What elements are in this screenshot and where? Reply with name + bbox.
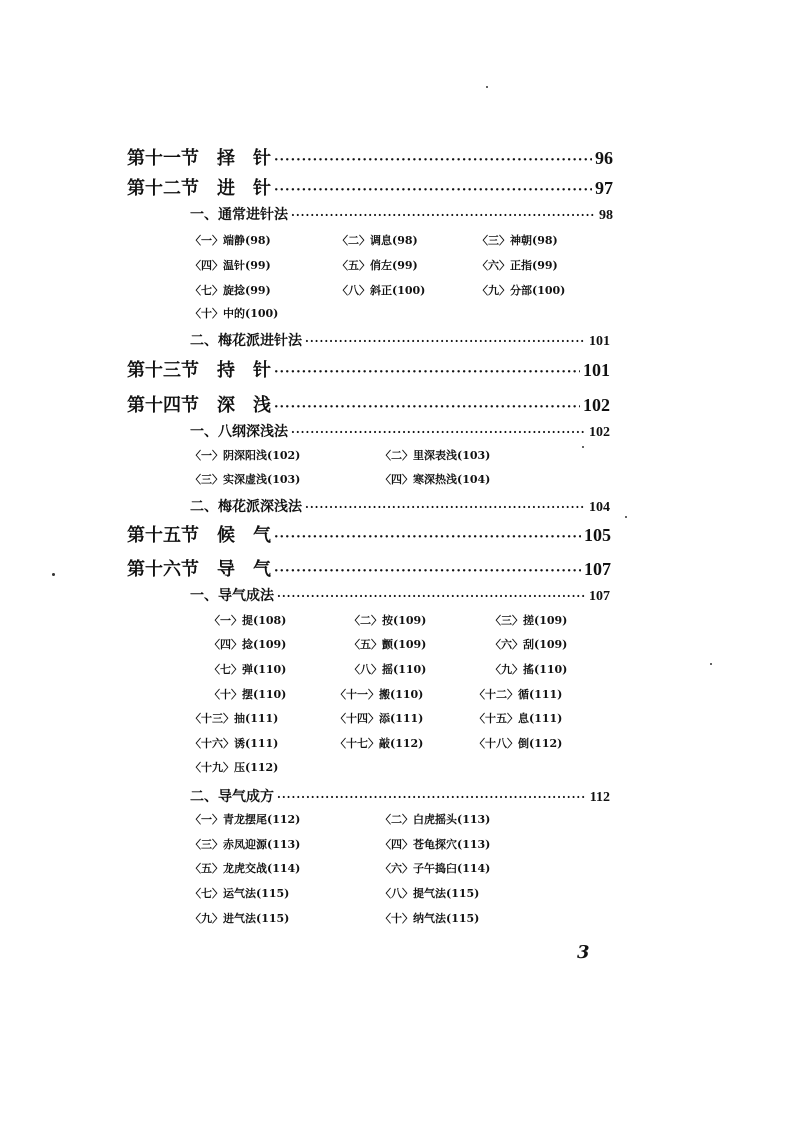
toc-item: 〈六〉正指(99) <box>477 259 558 272</box>
toc-section-13 <box>127 356 610 382</box>
section-title: 第十六节 导 气 <box>127 559 271 580</box>
toc-item: 〈五〉俏左(99) <box>337 259 418 272</box>
scan-speck <box>52 573 55 576</box>
toc-subsection-14-1 <box>190 421 610 441</box>
toc-subsection-16-2 <box>190 786 610 806</box>
toc-item: 〈一〉青龙摆尾(112) <box>190 813 301 826</box>
page-number: 102 <box>589 425 610 440</box>
subsection-title: 二、梅花派深浅法 <box>190 499 302 515</box>
toc-item: 〈五〉颤(109) <box>349 638 427 651</box>
page-number: 101 <box>589 334 610 349</box>
toc-item: 〈七〉运气法(115) <box>190 887 290 900</box>
toc-item: 〈六〉刮(109) <box>490 638 568 651</box>
section-title: 第十二节 进 针 <box>127 178 271 199</box>
subsection-title: 二、梅花派进针法 <box>190 333 302 349</box>
leader-dots <box>277 590 586 603</box>
page-number: 96 <box>595 148 613 168</box>
leader-dots <box>305 501 586 514</box>
toc-item: 〈十三〉抽(111) <box>190 712 279 725</box>
leader-dots <box>277 791 587 804</box>
page-number: 107 <box>584 559 611 579</box>
leader-dots <box>274 530 581 545</box>
toc-subsection-12-1 <box>190 204 613 224</box>
subsection-title: 一、八纲深浅法 <box>190 424 288 440</box>
page-number: 98 <box>599 208 613 223</box>
leader-dots <box>291 209 596 222</box>
section-title: 第十四节 深 浅 <box>127 395 271 416</box>
toc-item: 〈二〉按(109) <box>349 614 427 627</box>
subsection-title: 一、导气成法 <box>190 588 274 604</box>
leader-dots <box>274 564 581 579</box>
toc-item: 〈七〉弹(110) <box>209 663 287 676</box>
toc-item: 〈十八〉倒(112) <box>474 737 563 750</box>
scan-speck <box>582 446 584 448</box>
toc-item: 〈三〉实深虚浅(103) <box>190 473 301 486</box>
scan-speck <box>710 663 712 665</box>
leader-dots <box>274 153 592 168</box>
toc-item: 〈五〉龙虎交战(114) <box>190 862 301 875</box>
section-title: 第十三节 持 针 <box>127 360 271 381</box>
toc-item: 〈三〉搓(109) <box>490 614 568 627</box>
toc-item: 〈二〉调息(98) <box>337 234 418 247</box>
toc-item: 〈三〉赤凤迎源(113) <box>190 838 301 851</box>
toc-item: 〈一〉提(108) <box>209 614 287 627</box>
toc-item: 〈六〉子午捣臼(114) <box>380 862 491 875</box>
toc-item: 〈四〉寒深热浅(104) <box>380 473 491 486</box>
toc-item: 〈三〉神朝(98) <box>477 234 558 247</box>
toc-section-11 <box>127 144 613 170</box>
toc-item: 〈二〉白虎摇头(113) <box>380 813 491 826</box>
toc-item: 〈十〉摆(110) <box>209 688 287 701</box>
leader-dots <box>274 400 580 415</box>
toc-item: 〈八〉摇(110) <box>349 663 427 676</box>
toc-item: 〈十七〉敲(112) <box>335 737 424 750</box>
leader-dots <box>274 183 592 198</box>
leader-dots <box>291 426 586 439</box>
toc-item: 〈八〉提气法(115) <box>380 887 480 900</box>
toc-item: 〈九〉分部(100) <box>477 284 566 297</box>
toc-item: 〈一〉阴深阳浅(102) <box>190 449 301 462</box>
toc-item: 〈四〉苍龟探穴(113) <box>380 838 491 851</box>
toc-item: 〈十六〉诱(111) <box>190 737 279 750</box>
page-number: 112 <box>589 790 610 805</box>
page-number: 102 <box>583 395 610 415</box>
toc-subsection-14-2 <box>190 496 610 516</box>
subsection-title: 二、导气成方 <box>190 789 274 805</box>
toc-item: 〈十〉纳气法(115) <box>380 912 480 925</box>
toc-item: 〈九〉进气法(115) <box>190 912 290 925</box>
page-number: 101 <box>583 360 610 380</box>
toc-item: 〈一〉端静(98) <box>190 234 271 247</box>
page-number: 107 <box>589 589 610 604</box>
leader-dots <box>274 365 580 380</box>
toc-item: 〈八〉斜正(100) <box>337 284 426 297</box>
toc-item: 〈九〉搖(110) <box>490 663 568 676</box>
toc-item: 〈二〉里深表浅(103) <box>380 449 491 462</box>
toc-item: 〈十九〉压(112) <box>190 761 279 774</box>
toc-item: 〈十五〉息(111) <box>474 712 563 725</box>
page-number: 104 <box>589 500 610 515</box>
subsection-title: 一、通常进针法 <box>190 207 288 223</box>
toc-section-12 <box>127 174 613 200</box>
toc-item: 〈十四〉添(111) <box>335 712 424 725</box>
toc-item: 〈十二〉循(111) <box>474 688 563 701</box>
scan-speck <box>625 516 627 518</box>
toc-subsection-16-1 <box>190 585 610 605</box>
toc-item: 〈七〉旋捻(99) <box>190 284 271 297</box>
toc-item: 〈四〉温针(99) <box>190 259 271 272</box>
toc-item: 〈十一〉搬(110) <box>335 688 424 701</box>
section-title: 第十一节 择 针 <box>127 148 271 169</box>
toc-section-14 <box>127 391 610 417</box>
page-number: 105 <box>584 525 611 545</box>
page-number: 97 <box>595 178 613 198</box>
toc-item: 〈四〉捻(109) <box>209 638 287 651</box>
toc-subsection-12-2 <box>190 330 610 350</box>
toc-section-16 <box>127 555 611 581</box>
leader-dots <box>305 335 586 348</box>
scan-speck <box>486 86 488 88</box>
folio-page-number: 3 <box>577 942 590 963</box>
toc-section-15 <box>127 521 611 547</box>
toc-item: 〈十〉中的(100) <box>190 307 279 320</box>
section-title: 第十五节 候 气 <box>127 525 271 546</box>
